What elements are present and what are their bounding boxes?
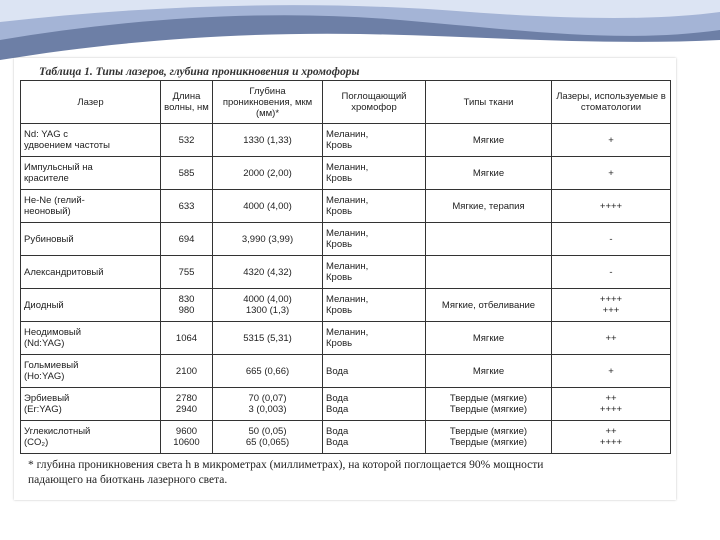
wavelength-text: 633 bbox=[178, 200, 195, 212]
laser-name-cell bbox=[21, 124, 161, 157]
laser-name-text: Рубиновый bbox=[24, 233, 74, 245]
absorbing-chromophore-cell bbox=[323, 289, 426, 322]
penetration-depth-cell bbox=[213, 421, 323, 454]
laser-name-text: Углекислотный bbox=[24, 426, 91, 437]
dental-usage-text: - bbox=[609, 266, 613, 278]
column-header: Длина волны, нм bbox=[161, 81, 213, 124]
dental-usage-text: + bbox=[608, 365, 614, 377]
penetration-depth-cell bbox=[213, 190, 323, 223]
absorbing-chromophore-cell bbox=[323, 421, 426, 454]
table-row bbox=[21, 355, 671, 388]
absorbing-chromophore-text: Вода bbox=[326, 365, 349, 377]
penetration-depth-text: 5315 (5,31) bbox=[243, 332, 292, 344]
tissue-type-cell bbox=[426, 322, 552, 355]
dental-usage-text: ++ bbox=[605, 393, 617, 404]
laser-name-text: Неодимовый bbox=[24, 327, 82, 338]
laser-name-cell bbox=[21, 388, 161, 421]
penetration-depth-text: 50 (0,05) bbox=[248, 426, 287, 437]
penetration-depth-text: 70 (0,07) bbox=[248, 393, 287, 404]
wavelength-cell bbox=[161, 355, 213, 388]
table-body bbox=[21, 124, 671, 454]
absorbing-chromophore-text: Кровь bbox=[326, 305, 353, 316]
column-header: Лазеры, используемые в стоматологии bbox=[552, 81, 671, 124]
dental-usage-cell bbox=[552, 256, 671, 289]
dental-usage-cell bbox=[552, 421, 671, 454]
wavelength-cell bbox=[161, 388, 213, 421]
footnote-line: падающего на биоткань лазерного света. bbox=[28, 474, 228, 486]
table-footnote bbox=[28, 458, 668, 488]
dental-usage-cell bbox=[552, 289, 671, 322]
penetration-depth-text: 3,990 (3,99) bbox=[241, 233, 294, 245]
lasers-table bbox=[20, 80, 671, 454]
dental-usage-text: ++++ bbox=[599, 294, 623, 305]
tissue-type-text: Мягкие bbox=[472, 332, 505, 344]
column-header: Лазер bbox=[21, 81, 161, 124]
penetration-depth-cell bbox=[213, 157, 323, 190]
laser-name-text: (Nd:YAG) bbox=[24, 338, 65, 349]
dental-usage-text: + bbox=[608, 167, 614, 179]
column-header: Поглощающий хромофор bbox=[323, 81, 426, 124]
table-row bbox=[21, 421, 671, 454]
dental-usage-cell bbox=[552, 157, 671, 190]
wavelength-text: 585 bbox=[178, 167, 195, 179]
penetration-depth-text: 1330 (1,33) bbox=[243, 134, 292, 146]
wavelength-text: 10600 bbox=[173, 437, 200, 448]
absorbing-chromophore-cell bbox=[323, 388, 426, 421]
penetration-depth-text: 4000 (4,00) bbox=[243, 200, 292, 212]
laser-name-cell bbox=[21, 421, 161, 454]
laser-name-cell bbox=[21, 355, 161, 388]
tissue-type-text: Мягкие bbox=[472, 167, 505, 179]
laser-name-text: Диодный bbox=[24, 299, 64, 311]
laser-name-cell bbox=[21, 289, 161, 322]
absorbing-chromophore-text: Меланин, bbox=[326, 129, 369, 140]
tissue-type-cell bbox=[426, 289, 552, 322]
dental-usage-text: - bbox=[609, 233, 613, 245]
wavelength-text: 2100 bbox=[175, 365, 198, 377]
absorbing-chromophore-text: Кровь bbox=[326, 140, 353, 151]
dental-usage-cell bbox=[552, 355, 671, 388]
dental-usage-cell bbox=[552, 388, 671, 421]
table-row bbox=[21, 388, 671, 421]
laser-name-text: Гольмиевый bbox=[24, 360, 79, 371]
penetration-depth-cell bbox=[213, 223, 323, 256]
tissue-type-cell bbox=[426, 124, 552, 157]
tissue-type-text: Мягкие, отбеливание bbox=[441, 299, 536, 311]
tissue-type-text: Твердые (мягкие) bbox=[449, 426, 528, 437]
table-document bbox=[14, 58, 676, 500]
laser-name-text: Александритовый bbox=[24, 266, 104, 278]
wavelength-cell bbox=[161, 190, 213, 223]
penetration-depth-text: 1300 (1,3) bbox=[245, 305, 290, 316]
penetration-depth-text: 65 (0,065) bbox=[245, 437, 290, 448]
dental-usage-text: ++++ bbox=[599, 404, 623, 415]
absorbing-chromophore-cell bbox=[323, 124, 426, 157]
column-header: Типы ткани bbox=[426, 81, 552, 124]
wavelength-cell bbox=[161, 223, 213, 256]
absorbing-chromophore-text: Вода bbox=[326, 426, 349, 437]
tissue-type-text: Мягкие bbox=[472, 365, 505, 377]
penetration-depth-cell bbox=[213, 124, 323, 157]
dental-usage-text: ++ bbox=[605, 332, 617, 344]
absorbing-chromophore-text: Меланин, bbox=[326, 195, 369, 206]
wavelength-cell bbox=[161, 157, 213, 190]
penetration-depth-cell bbox=[213, 256, 323, 289]
tissue-type-cell bbox=[426, 388, 552, 421]
absorbing-chromophore-text: Вода bbox=[326, 404, 349, 415]
table-row bbox=[21, 124, 671, 157]
dental-usage-text: + bbox=[608, 134, 614, 146]
wavelength-cell bbox=[161, 421, 213, 454]
wavelength-text: 532 bbox=[178, 134, 195, 146]
laser-name-cell bbox=[21, 322, 161, 355]
absorbing-chromophore-text: Меланин, bbox=[326, 294, 369, 305]
tissue-type-cell bbox=[426, 190, 552, 223]
tissue-type-cell bbox=[426, 256, 552, 289]
tissue-type-cell bbox=[426, 355, 552, 388]
table-row bbox=[21, 322, 671, 355]
absorbing-chromophore-text: Кровь bbox=[326, 206, 353, 217]
dental-usage-cell bbox=[552, 223, 671, 256]
dental-usage-cell bbox=[552, 322, 671, 355]
absorbing-chromophore-cell bbox=[323, 157, 426, 190]
table-row bbox=[21, 157, 671, 190]
penetration-depth-text: 4000 (4,00) bbox=[243, 294, 292, 305]
absorbing-chromophore-text: Меланин, bbox=[326, 162, 369, 173]
tissue-type-text: Твердые (мягкие) bbox=[449, 404, 528, 415]
laser-name-text: неоновый) bbox=[24, 206, 71, 217]
wavelength-text: 9600 bbox=[175, 426, 198, 437]
laser-name-cell bbox=[21, 190, 161, 223]
absorbing-chromophore-text: Меланин, bbox=[326, 327, 369, 338]
laser-name-text: Импульсный на bbox=[24, 162, 93, 173]
dental-usage-text: ++++ bbox=[599, 200, 623, 212]
wavelength-text: 830 bbox=[178, 294, 195, 305]
table-row bbox=[21, 289, 671, 322]
absorbing-chromophore-text: Кровь bbox=[326, 239, 353, 250]
laser-name-cell bbox=[21, 256, 161, 289]
wavelength-text: 2780 bbox=[175, 393, 198, 404]
tissue-type-cell bbox=[426, 157, 552, 190]
penetration-depth-text: 2000 (2,00) bbox=[243, 167, 292, 179]
laser-name-text: красителе bbox=[24, 173, 69, 184]
absorbing-chromophore-text: Кровь bbox=[326, 173, 353, 184]
laser-name-text: (CO₂) bbox=[24, 437, 49, 448]
dental-usage-cell bbox=[552, 124, 671, 157]
laser-name-cell bbox=[21, 157, 161, 190]
tissue-type-text: Твердые (мягкие) bbox=[449, 393, 528, 404]
absorbing-chromophore-cell bbox=[323, 256, 426, 289]
absorbing-chromophore-text: Вода bbox=[326, 437, 349, 448]
absorbing-chromophore-text: Меланин, bbox=[326, 261, 369, 272]
absorbing-chromophore-cell bbox=[323, 355, 426, 388]
tissue-type-text: Мягкие, терапия bbox=[452, 200, 525, 212]
absorbing-chromophore-cell bbox=[323, 190, 426, 223]
penetration-depth-text: 4320 (4,32) bbox=[243, 266, 292, 278]
dental-usage-text: ++++ bbox=[599, 437, 623, 448]
wavelength-text: 2940 bbox=[175, 404, 198, 415]
laser-name-text: удвоением частоты bbox=[24, 140, 110, 151]
tissue-type-cell bbox=[426, 223, 552, 256]
wavelength-cell bbox=[161, 256, 213, 289]
column-header: Глубина проникновения, мкм (мм)* bbox=[213, 81, 323, 124]
laser-name-cell bbox=[21, 223, 161, 256]
laser-name-text: (Ho:YAG) bbox=[24, 371, 65, 382]
footnote-line: * глубина проникновения света h в микрометрах (миллиметрах), на которой поглощается 90% мощности bbox=[28, 459, 544, 471]
penetration-depth-cell bbox=[213, 355, 323, 388]
penetration-depth-cell bbox=[213, 289, 323, 322]
absorbing-chromophore-cell bbox=[323, 322, 426, 355]
absorbing-chromophore-text: Вода bbox=[326, 393, 349, 404]
table-row bbox=[21, 223, 671, 256]
wavelength-text: 694 bbox=[178, 233, 195, 245]
wavelength-cell bbox=[161, 289, 213, 322]
table-header-row bbox=[21, 81, 671, 124]
tissue-type-text: Мягкие bbox=[472, 134, 505, 146]
penetration-depth-text: 3 (0,003) bbox=[248, 404, 287, 415]
laser-name-text: He-Ne (гелий- bbox=[24, 195, 85, 206]
laser-name-text: Nd: YAG с bbox=[24, 129, 68, 140]
wavelength-cell bbox=[161, 322, 213, 355]
table-caption: Таблица 1. Типы лазеров, глубина проникновения и хромофоры bbox=[39, 66, 360, 78]
wavelength-text: 1064 bbox=[175, 332, 198, 344]
wavelength-text: 755 bbox=[178, 266, 195, 278]
dental-usage-cell bbox=[552, 190, 671, 223]
tissue-type-text: Твердые (мягкие) bbox=[449, 437, 528, 448]
absorbing-chromophore-text: Меланин, bbox=[326, 228, 369, 239]
wavelength-cell bbox=[161, 124, 213, 157]
wavelength-text: 980 bbox=[178, 305, 195, 316]
penetration-depth-cell bbox=[213, 388, 323, 421]
absorbing-chromophore-text: Кровь bbox=[326, 272, 353, 283]
absorbing-chromophore-cell bbox=[323, 223, 426, 256]
dental-usage-text: +++ bbox=[602, 305, 620, 316]
dental-usage-text: ++ bbox=[605, 426, 617, 437]
tissue-type-cell bbox=[426, 421, 552, 454]
table-row bbox=[21, 190, 671, 223]
laser-name-text: (Er:YAG) bbox=[24, 404, 62, 415]
absorbing-chromophore-text: Кровь bbox=[326, 338, 353, 349]
table-row bbox=[21, 256, 671, 289]
laser-name-text: Эрбиевый bbox=[24, 393, 70, 404]
penetration-depth-cell bbox=[213, 322, 323, 355]
penetration-depth-text: 665 (0,66) bbox=[245, 365, 290, 377]
